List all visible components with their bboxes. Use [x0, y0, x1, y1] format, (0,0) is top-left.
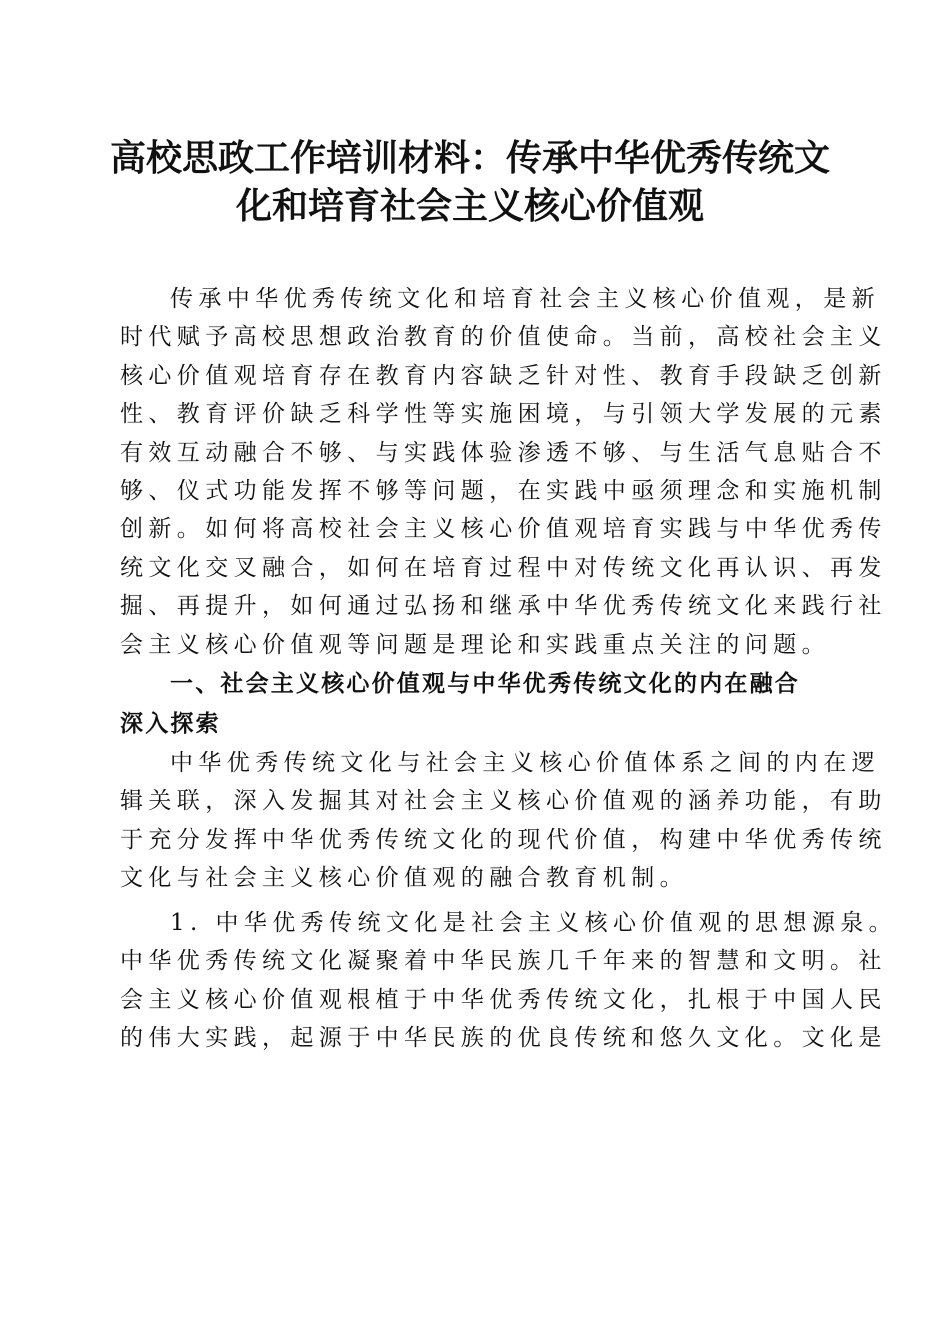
text-line: 时代赋予高校思想政治教育的价值使命。当前，高校社会主义: [120, 324, 887, 351]
text-line: 统文化交叉融合，如何在培育过程中对传统文化再认识、再发: [120, 554, 887, 581]
section1-paragraph: [120, 744, 887, 898]
text-line: 辑关联，深入发掘其对社会主义核心价值观的涵养功能，有助: [120, 788, 887, 815]
text-line: 核心价值观培育存在教育内容缺乏针对性、教育手段缺乏创新: [120, 362, 887, 389]
intro-paragraph: [120, 280, 887, 664]
point-1-paragraph: [120, 904, 898, 1058]
text-line: 会主义核心价值观等问题是理论和实践重点关注的问题。: [120, 631, 830, 658]
text-line: 会主义核心价值观根植于中华优秀传统文化，扎根于中国人民: [120, 986, 887, 1013]
text-line: 传承中华优秀传统文化和培育社会主义核心价值观，是新: [170, 286, 880, 312]
text-line: 中华优秀传统文化凝聚着中华民族几千年来的智慧和文明。社: [120, 948, 887, 975]
text-line: 有效互动融合不够、与实践体验渗透不够、与生活气息贴合不: [120, 439, 887, 466]
text-line: 1. 中华优秀传统文化是社会主义核心价值观的思想源泉。: [170, 909, 898, 936]
document-title: [110, 134, 830, 230]
text-line: 于充分发挥中华优秀传统文化的现代价值，构建中华优秀传统: [120, 826, 887, 853]
text-line: 性、教育评价缺乏科学性等实施困境，与引领大学发展的元素: [120, 401, 887, 428]
text-line: 文化与社会主义核心价值观的融合教育机制。: [120, 865, 688, 892]
document-body: [120, 280, 898, 1057]
section-heading-1: [120, 664, 830, 744]
heading-line: 深入探索: [120, 711, 221, 738]
text-line: 创新。如何将高校社会主义核心价值观培育实践与中华优秀传: [120, 516, 887, 543]
title-line-2: 化和培育社会主义核心价值观: [235, 185, 704, 227]
text-line: 够、仪式功能发挥不够等问题，在实践中亟须理念和实施机制: [120, 478, 887, 505]
text-line: 的伟大实践，起源于中华民族的优良传统和悠久文化。文化是: [120, 1024, 887, 1051]
text-line: 掘、再提升，如何通过弘扬和继承中华优秀传统文化来践行社: [120, 593, 887, 620]
title-line-1: 高校思政工作培训材料：传承中华优秀传统文: [110, 137, 831, 179]
text-line: 中华优秀传统文化与社会主义核心价值体系之间的内在逻: [170, 750, 880, 777]
heading-line: 一、社会主义核心价值观与中华优秀传统文化的内在融合: [170, 671, 800, 698]
